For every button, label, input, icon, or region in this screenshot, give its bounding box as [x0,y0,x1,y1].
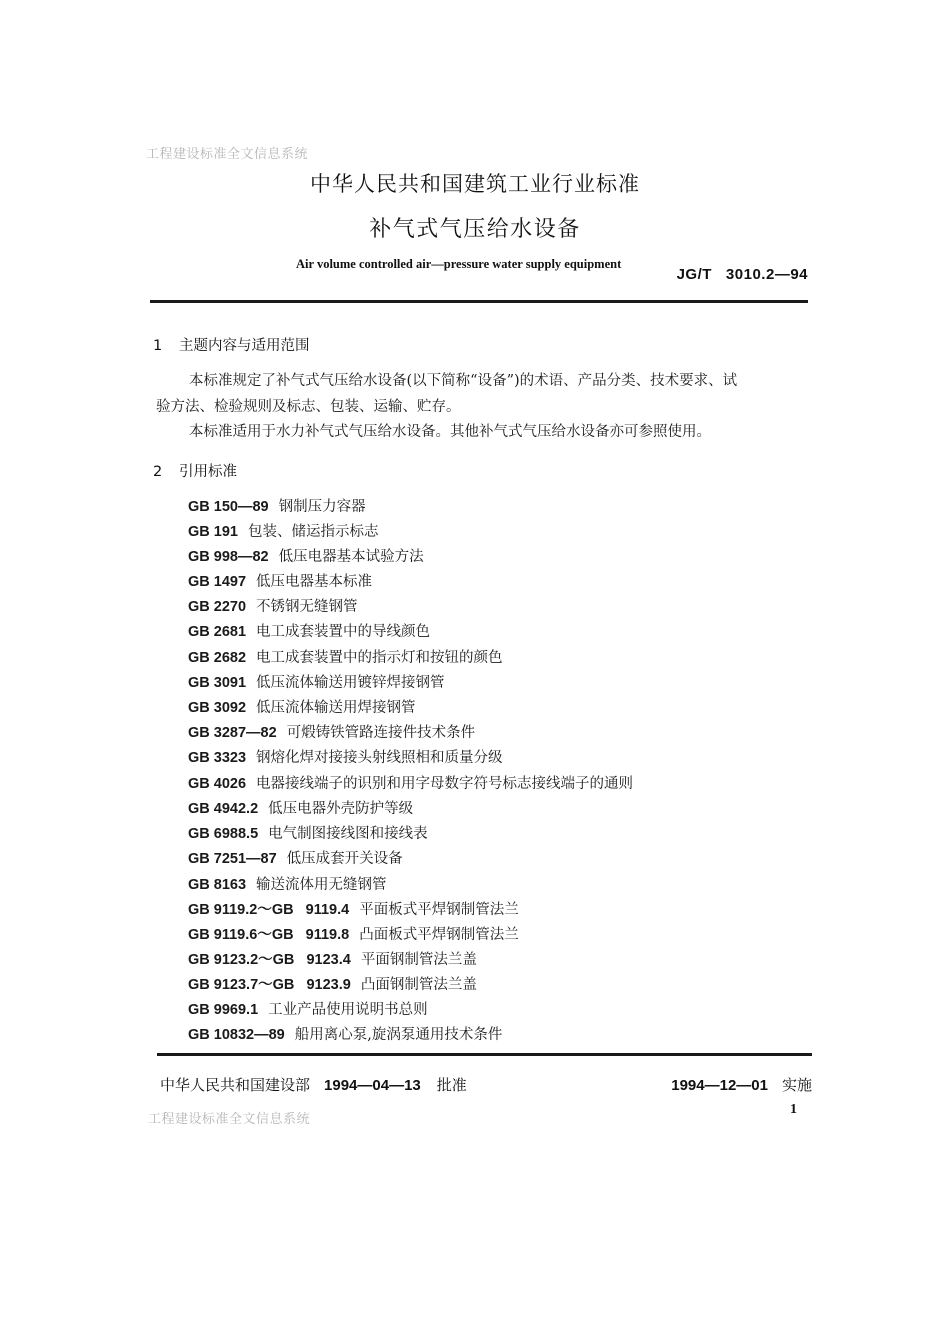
reference-title: 低压电器基本标准 [256,574,373,590]
effective-date: 1994—12—01 [671,1077,768,1094]
approval-info [160,1074,467,1095]
reference-item [188,648,503,668]
reference-title: 船用离心泵,旋涡泵通用技术条件 [294,1027,503,1043]
section-1-heading [153,334,310,355]
reference-code: GB 9969.1 [188,1002,259,1018]
standard-code: JG/T 3010.2—94 [676,266,808,283]
reference-title: 平面板式平焊钢制管法兰 [359,902,519,918]
reference-item [188,774,633,794]
reference-item [188,975,477,995]
reference-code: GB 4942.2 [188,801,259,817]
reference-code: GB 10832—89 [188,1027,285,1043]
reference-title: 凸面钢制管法兰盖 [360,977,477,993]
reference-code: GB 4026 [188,776,247,792]
reference-code: GB 3323 [188,750,247,766]
reference-code: GB 9123.2～GB 9123.4 [188,952,351,968]
section-title: 主题内容与适用范围 [179,338,310,354]
approver: 中华人民共和国建设部 [160,1076,311,1094]
reference-title: 电气制图接线图和接线表 [268,826,428,842]
reference-code: GB 3287—82 [188,725,277,741]
org-title: 中华人民共和国建筑工业行业标准 [310,172,640,196]
header-divider [150,300,808,303]
reference-code: GB 998—82 [188,549,269,565]
paragraph-applicability: 本标准适用于水力补气式气压给水设备。其他补气式气压给水设备亦可参照使用。 [189,424,711,440]
reference-title: 电器接线端子的识别和用字母数字符号标志接线端子的通则 [256,776,634,792]
approval-date: 1994—04—13 [324,1077,421,1094]
reference-title: 输送流体用无缝钢管 [256,877,387,893]
reference-item [188,572,372,592]
effective-info [671,1074,812,1095]
reference-title: 低压成套开关设备 [286,851,403,867]
section-2-heading [153,460,237,481]
reference-item [188,849,403,869]
reference-item [188,799,413,819]
reference-code: GB 2681 [188,624,247,640]
page-number: 1 [790,1102,797,1117]
reference-item [188,698,416,718]
reference-title: 可煅铸铁管路连接件技术条件 [286,725,476,741]
reference-code: GB 2682 [188,650,247,666]
reference-item [188,723,475,743]
effective-label: 实施 [781,1076,812,1094]
reference-item [188,522,378,542]
paragraph-scope-line-2: 验方法、检验规则及标志、包装、运输、贮存。 [156,399,461,415]
reference-item [188,875,387,895]
reference-title: 凸面板式平焊钢制管法兰 [359,927,519,943]
reference-item [188,1000,428,1020]
reference-item [188,925,519,945]
reference-title: 不锈钢无缝钢管 [256,599,358,615]
section-number: 2 [153,464,163,480]
reference-code: GB 9119.6～GB 9119.8 [188,927,350,943]
reference-title: 低压电器外壳防护等级 [268,801,414,817]
reference-item [188,673,445,693]
reference-item [188,622,430,642]
reference-title: 低压电器基本试验方法 [278,549,424,565]
reference-item [188,1025,502,1045]
reference-item [188,748,503,768]
reference-title: 电工成套装置中的导线颜色 [256,624,431,640]
english-title: Air volume controlled air—pressure water supply equipment [296,257,622,271]
reference-item [188,597,358,617]
reference-item [188,950,477,970]
reference-code: GB 3091 [188,675,247,691]
reference-title: 平面钢制管法兰盖 [360,952,477,968]
reference-title: 低压流体输送用焊接钢管 [256,700,416,716]
reference-code: GB 2270 [188,599,247,615]
footer-divider [157,1053,812,1056]
reference-item [188,900,519,920]
watermark-top: 工程建设标准全文信息系统 [146,147,309,162]
reference-item [188,497,366,517]
reference-item [188,547,424,567]
paragraph-scope-line-1: 本标准规定了补气式气压给水设备(以下简称“设备”)的术语、产品分类、技术要求、试 [189,373,738,389]
reference-title: 钢熔化焊对接接头射线照相和质量分级 [256,750,503,766]
reference-code: GB 150—89 [188,499,269,515]
reference-code: GB 6988.5 [188,826,259,842]
reference-item [188,824,428,844]
reference-title: 包装、储运指示标志 [247,524,379,540]
reference-code: GB 1497 [188,574,247,590]
section-title: 引用标准 [179,464,237,480]
document-title: 补气式气压给水设备 [369,217,581,242]
reference-code: GB 9123.7～GB 9123.9 [188,977,351,993]
reference-title: 钢制压力容器 [278,499,366,515]
reference-title: 低压流体输送用镀锌焊接钢管 [256,675,445,691]
reference-code: GB 7251—87 [188,851,277,867]
reference-code: GB 9119.2～GB 9119.4 [188,902,350,918]
reference-title: 工业产品使用说明书总则 [268,1002,428,1018]
reference-code: GB 8163 [188,877,247,893]
approval-label: 批准 [436,1076,467,1094]
reference-code: GB 3092 [188,700,247,716]
watermark-bottom: 工程建设标准全文信息系统 [148,1112,311,1127]
reference-code: GB 191 [188,524,238,540]
reference-title: 电工成套装置中的指示灯和按钮的颜色 [256,650,503,666]
section-number: 1 [153,338,163,354]
